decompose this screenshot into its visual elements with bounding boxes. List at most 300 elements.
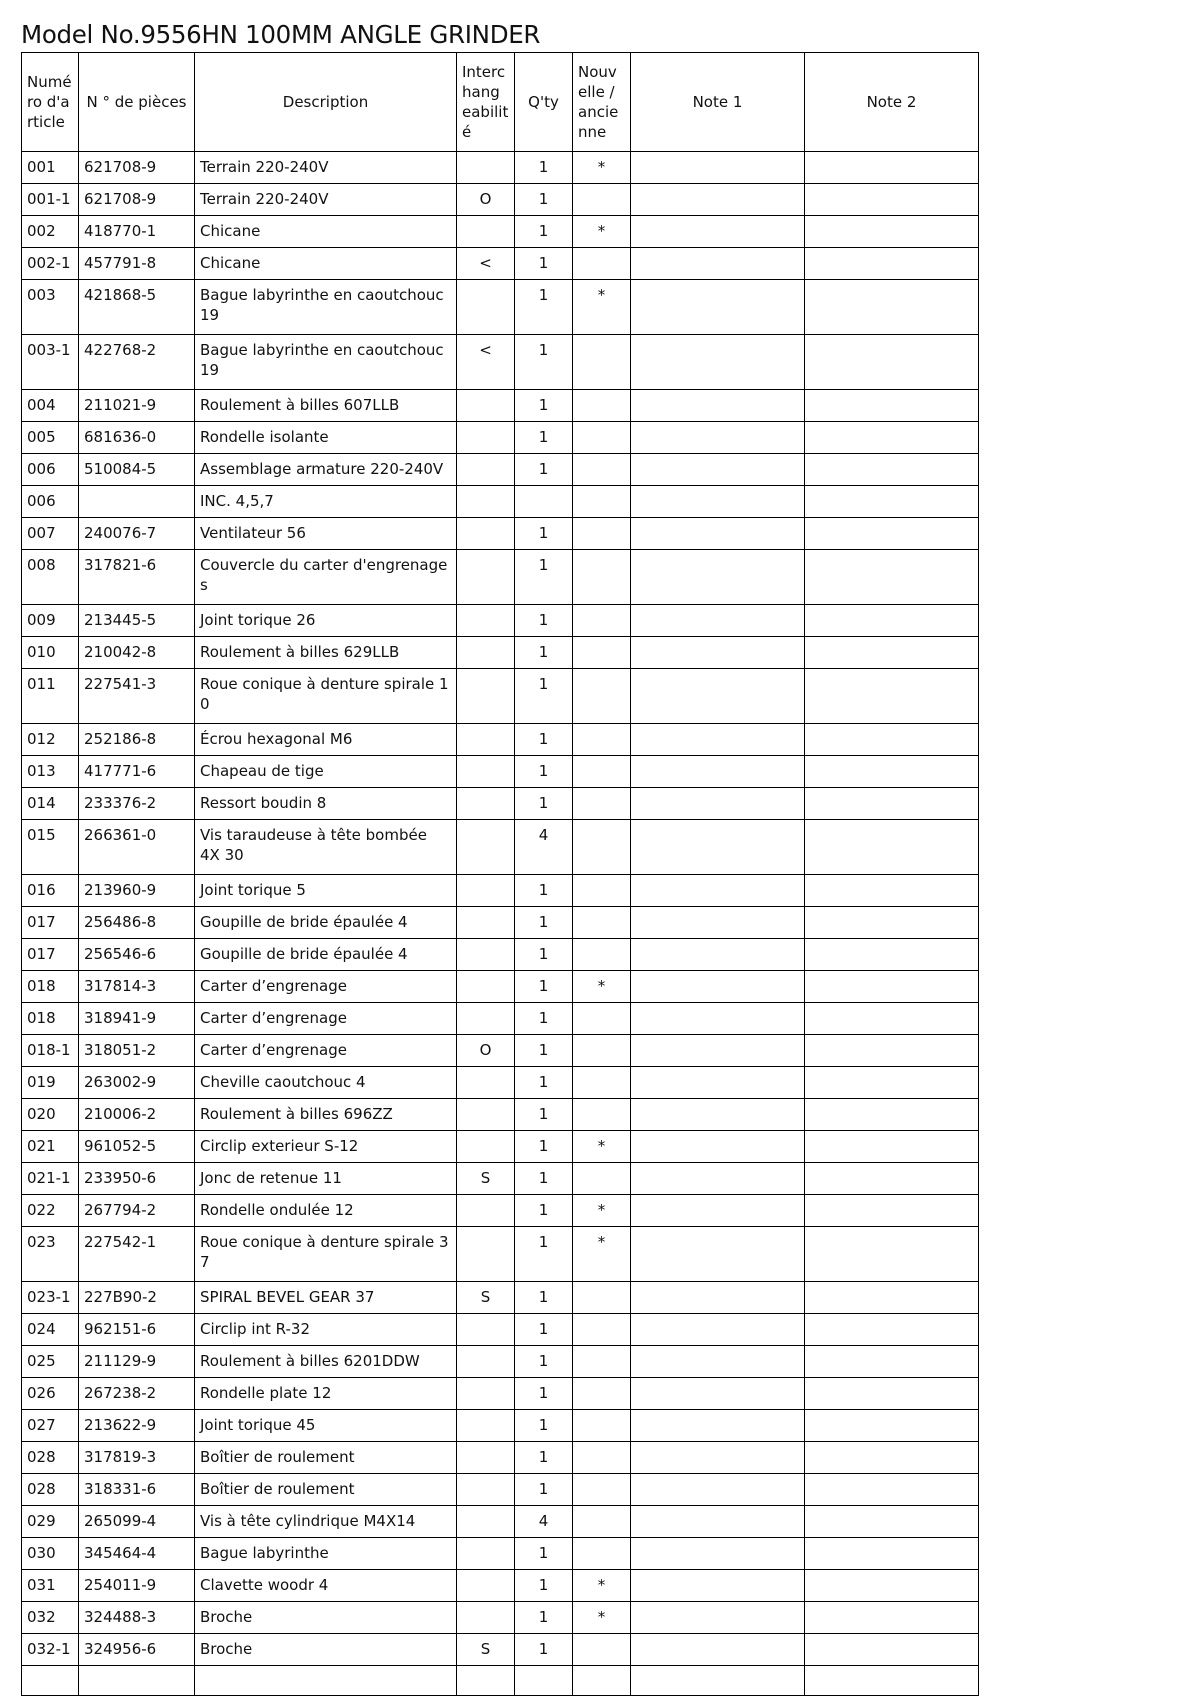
cell-item-no: 026 (22, 1378, 79, 1410)
cell-note1 (631, 1346, 805, 1378)
cell-description: Goupille de bride épaulée 4 (195, 939, 457, 971)
cell-new-old (573, 875, 631, 907)
cell-interchangeability (457, 939, 515, 971)
cell-item-no: 020 (22, 1099, 79, 1131)
table-row (22, 1227, 979, 1282)
table-row (22, 1035, 979, 1067)
cell-qty: 1 (515, 216, 573, 248)
cell-new-old (573, 724, 631, 756)
cell-description: INC. 4,5,7 (195, 486, 457, 518)
cell-part-no: 256486-8 (79, 907, 195, 939)
cell-part-no: 211021-9 (79, 390, 195, 422)
cell-interchangeability (457, 1378, 515, 1410)
table-row (22, 152, 979, 184)
cell-item-no: 009 (22, 605, 79, 637)
cell-description: Carter d’engrenage (195, 1003, 457, 1035)
table-row (22, 280, 979, 335)
cell-interchangeability: O (457, 184, 515, 216)
cell-qty: 1 (515, 1634, 573, 1666)
cell-interchangeability (457, 605, 515, 637)
cell-note1 (631, 1067, 805, 1099)
table-row (22, 1538, 979, 1570)
cell-item-no: 032 (22, 1602, 79, 1634)
cell-new-old (573, 335, 631, 390)
cell-description: Carter d’engrenage (195, 1035, 457, 1067)
cell-note2 (805, 1003, 979, 1035)
cell-qty: 1 (515, 1378, 573, 1410)
cell-description: Roulement à billes 629LLB (195, 637, 457, 669)
cell-item-no: 017 (22, 907, 79, 939)
cell-item-no: 025 (22, 1346, 79, 1378)
cell-description: Bague labyrinthe (195, 1538, 457, 1570)
cell-qty: 1 (515, 939, 573, 971)
cell-new-old: * (573, 1131, 631, 1163)
cell-note1 (631, 875, 805, 907)
cell-item-no: 005 (22, 422, 79, 454)
empty-cell (515, 1666, 573, 1696)
cell-interchangeability (457, 486, 515, 518)
cell-new-old (573, 605, 631, 637)
cell-note1 (631, 422, 805, 454)
cell-note1 (631, 1442, 805, 1474)
cell-part-no: 252186-8 (79, 724, 195, 756)
cell-interchangeability (457, 1442, 515, 1474)
cell-note2 (805, 637, 979, 669)
cell-qty: 1 (515, 1067, 573, 1099)
cell-note2 (805, 152, 979, 184)
cell-description: Roue conique à denture spirale 3 7 (195, 1227, 457, 1282)
cell-new-old: * (573, 1195, 631, 1227)
cell-item-no: 016 (22, 875, 79, 907)
cell-new-old (573, 518, 631, 550)
cell-note1 (631, 390, 805, 422)
cell-note2 (805, 1570, 979, 1602)
cell-note1 (631, 184, 805, 216)
cell-note2 (805, 1602, 979, 1634)
cell-description: Terrain 220-240V (195, 184, 457, 216)
cell-part-no: 254011-9 (79, 1570, 195, 1602)
cell-interchangeability (457, 1346, 515, 1378)
header-row (22, 53, 979, 152)
cell-item-no: 024 (22, 1314, 79, 1346)
cell-note1 (631, 939, 805, 971)
cell-part-no: 210042-8 (79, 637, 195, 669)
cell-item-no: 017 (22, 939, 79, 971)
cell-qty: 1 (515, 1570, 573, 1602)
cell-description: Écrou hexagonal M6 (195, 724, 457, 756)
cell-note2 (805, 1442, 979, 1474)
cell-note1 (631, 550, 805, 605)
cell-note1 (631, 788, 805, 820)
cell-new-old: * (573, 1227, 631, 1282)
cell-note2 (805, 1634, 979, 1666)
cell-interchangeability (457, 1538, 515, 1570)
cell-new-old: * (573, 152, 631, 184)
cell-item-no: 018 (22, 1003, 79, 1035)
cell-qty: 1 (515, 248, 573, 280)
cell-note1 (631, 248, 805, 280)
cell-note1 (631, 907, 805, 939)
cell-note2 (805, 1227, 979, 1282)
cell-interchangeability (457, 637, 515, 669)
cell-interchangeability (457, 1099, 515, 1131)
table-row-continuation (22, 1666, 979, 1696)
parts-table-body (22, 152, 979, 1696)
cell-description: Rondelle isolante (195, 422, 457, 454)
cell-qty: 1 (515, 1163, 573, 1195)
cell-note2 (805, 605, 979, 637)
cell-item-no: 027 (22, 1410, 79, 1442)
cell-interchangeability: S (457, 1282, 515, 1314)
cell-interchangeability (457, 756, 515, 788)
cell-qty: 1 (515, 1195, 573, 1227)
cell-note1 (631, 1282, 805, 1314)
cell-qty: 1 (515, 1131, 573, 1163)
cell-qty: 1 (515, 550, 573, 605)
table-row (22, 1634, 979, 1666)
page-title: Model No.9556HN 100MM ANGLE GRINDER (21, 20, 541, 49)
cell-new-old (573, 1067, 631, 1099)
cell-interchangeability (457, 1067, 515, 1099)
cell-interchangeability (457, 1506, 515, 1538)
cell-interchangeability (457, 1474, 515, 1506)
cell-new-old (573, 1538, 631, 1570)
cell-note2 (805, 486, 979, 518)
cell-qty: 1 (515, 454, 573, 486)
cell-note2 (805, 1099, 979, 1131)
cell-qty: 1 (515, 1227, 573, 1282)
table-row (22, 422, 979, 454)
cell-item-no: 003 (22, 280, 79, 335)
cell-part-no: 418770-1 (79, 216, 195, 248)
cell-note1 (631, 1634, 805, 1666)
cell-description: Vis taraudeuse à tête bombée 4X 30 (195, 820, 457, 875)
cell-item-no: 031 (22, 1570, 79, 1602)
header-description: Description (195, 53, 457, 152)
header-qty: Q'ty (515, 53, 573, 152)
cell-item-no: 014 (22, 788, 79, 820)
cell-note1 (631, 152, 805, 184)
cell-note2 (805, 1163, 979, 1195)
cell-item-no: 018 (22, 971, 79, 1003)
cell-note1 (631, 1602, 805, 1634)
cell-interchangeability (457, 788, 515, 820)
cell-qty: 1 (515, 1602, 573, 1634)
empty-cell (195, 1666, 457, 1696)
cell-note2 (805, 518, 979, 550)
cell-item-no: 001 (22, 152, 79, 184)
cell-new-old (573, 1474, 631, 1506)
cell-qty (515, 486, 573, 518)
cell-part-no: 324488-3 (79, 1602, 195, 1634)
cell-description: Roue conique à denture spirale 1 0 (195, 669, 457, 724)
cell-interchangeability: S (457, 1163, 515, 1195)
table-row (22, 820, 979, 875)
cell-new-old (573, 1410, 631, 1442)
cell-part-no: 621708-9 (79, 152, 195, 184)
cell-part-no: 211129-9 (79, 1346, 195, 1378)
cell-description: Joint torique 5 (195, 875, 457, 907)
cell-note1 (631, 1003, 805, 1035)
table-row (22, 486, 979, 518)
cell-item-no: 008 (22, 550, 79, 605)
cell-note2 (805, 724, 979, 756)
cell-note2 (805, 1410, 979, 1442)
table-row (22, 907, 979, 939)
cell-new-old (573, 1099, 631, 1131)
table-row (22, 248, 979, 280)
cell-new-old (573, 1378, 631, 1410)
cell-note2 (805, 1195, 979, 1227)
table-row (22, 939, 979, 971)
cell-part-no: 317821-6 (79, 550, 195, 605)
cell-interchangeability (457, 550, 515, 605)
empty-cell (805, 1666, 979, 1696)
table-row (22, 971, 979, 1003)
cell-description: Broche (195, 1634, 457, 1666)
cell-qty: 1 (515, 788, 573, 820)
cell-new-old (573, 390, 631, 422)
cell-qty: 1 (515, 1474, 573, 1506)
table-row (22, 1099, 979, 1131)
cell-note2 (805, 971, 979, 1003)
cell-note2 (805, 1474, 979, 1506)
cell-description: Couvercle du carter d'engrenage s (195, 550, 457, 605)
cell-interchangeability (457, 454, 515, 486)
header-item-no: Numé ro d'a rticle (22, 53, 79, 152)
cell-interchangeability: S (457, 1634, 515, 1666)
cell-item-no: 032-1 (22, 1634, 79, 1666)
cell-new-old: * (573, 1602, 631, 1634)
cell-note2 (805, 184, 979, 216)
cell-item-no: 021-1 (22, 1163, 79, 1195)
cell-new-old (573, 637, 631, 669)
cell-new-old (573, 454, 631, 486)
cell-new-old (573, 939, 631, 971)
cell-item-no: 007 (22, 518, 79, 550)
table-row (22, 184, 979, 216)
empty-cell (631, 1666, 805, 1696)
cell-interchangeability (457, 518, 515, 550)
cell-part-no: 227542-1 (79, 1227, 195, 1282)
cell-new-old (573, 184, 631, 216)
cell-description: Roulement à billes 696ZZ (195, 1099, 457, 1131)
cell-description: Bague labyrinthe en caoutchouc 19 (195, 280, 457, 335)
cell-note1 (631, 1378, 805, 1410)
cell-note1 (631, 1131, 805, 1163)
cell-qty: 1 (515, 1410, 573, 1442)
cell-description: Boîtier de roulement (195, 1442, 457, 1474)
cell-new-old (573, 669, 631, 724)
cell-qty: 1 (515, 518, 573, 550)
cell-qty: 1 (515, 971, 573, 1003)
cell-note2 (805, 335, 979, 390)
cell-item-no: 011 (22, 669, 79, 724)
cell-qty: 1 (515, 756, 573, 788)
cell-note2 (805, 1506, 979, 1538)
cell-description: Circlip exterieur S-12 (195, 1131, 457, 1163)
cell-qty: 1 (515, 724, 573, 756)
cell-item-no: 002-1 (22, 248, 79, 280)
cell-description: Cheville caoutchouc 4 (195, 1067, 457, 1099)
cell-item-no: 012 (22, 724, 79, 756)
cell-description: Broche (195, 1602, 457, 1634)
cell-interchangeability (457, 422, 515, 454)
cell-interchangeability (457, 1227, 515, 1282)
cell-item-no: 028 (22, 1474, 79, 1506)
table-row (22, 1195, 979, 1227)
cell-item-no: 018-1 (22, 1035, 79, 1067)
header-note2: Note 2 (805, 53, 979, 152)
cell-qty: 1 (515, 1314, 573, 1346)
cell-new-old: * (573, 280, 631, 335)
cell-note1 (631, 724, 805, 756)
cell-part-no: 213960-9 (79, 875, 195, 907)
table-row (22, 1410, 979, 1442)
cell-part-no: 265099-4 (79, 1506, 195, 1538)
cell-new-old (573, 422, 631, 454)
cell-description: Joint torique 26 (195, 605, 457, 637)
table-row (22, 1314, 979, 1346)
cell-part-no: 510084-5 (79, 454, 195, 486)
header-interchangeability: Interc hang eabilit é (457, 53, 515, 152)
cell-part-no: 422768-2 (79, 335, 195, 390)
cell-interchangeability: O (457, 1035, 515, 1067)
cell-note2 (805, 1314, 979, 1346)
cell-note1 (631, 518, 805, 550)
cell-interchangeability (457, 216, 515, 248)
cell-part-no: 621708-9 (79, 184, 195, 216)
cell-interchangeability (457, 1131, 515, 1163)
cell-part-no: 267238-2 (79, 1378, 195, 1410)
cell-note2 (805, 1067, 979, 1099)
table-row (22, 1346, 979, 1378)
cell-part-no: 681636-0 (79, 422, 195, 454)
cell-note2 (805, 454, 979, 486)
cell-note1 (631, 1474, 805, 1506)
cell-new-old (573, 550, 631, 605)
cell-note1 (631, 1538, 805, 1570)
cell-qty: 1 (515, 280, 573, 335)
table-row (22, 1506, 979, 1538)
cell-part-no: 210006-2 (79, 1099, 195, 1131)
cell-item-no: 019 (22, 1067, 79, 1099)
cell-new-old (573, 1506, 631, 1538)
cell-note1 (631, 1099, 805, 1131)
cell-qty: 1 (515, 637, 573, 669)
cell-note1 (631, 335, 805, 390)
cell-item-no: 003-1 (22, 335, 79, 390)
cell-description: Rondelle plate 12 (195, 1378, 457, 1410)
cell-qty: 1 (515, 1099, 573, 1131)
cell-qty: 1 (515, 907, 573, 939)
cell-qty: 1 (515, 1538, 573, 1570)
cell-qty: 1 (515, 1346, 573, 1378)
cell-note2 (805, 1538, 979, 1570)
cell-note1 (631, 1410, 805, 1442)
cell-item-no: 001-1 (22, 184, 79, 216)
table-row (22, 216, 979, 248)
cell-part-no: 266361-0 (79, 820, 195, 875)
cell-note1 (631, 216, 805, 248)
cell-part-no: 417771-6 (79, 756, 195, 788)
cell-note2 (805, 1346, 979, 1378)
cell-note2 (805, 280, 979, 335)
cell-description: Ressort boudin 8 (195, 788, 457, 820)
cell-part-no (79, 486, 195, 518)
cell-new-old (573, 1163, 631, 1195)
cell-part-no: 233376-2 (79, 788, 195, 820)
cell-part-no: 213445-5 (79, 605, 195, 637)
cell-description: Vis à tête cylindrique M4X14 (195, 1506, 457, 1538)
table-row (22, 1474, 979, 1506)
table-row (22, 1067, 979, 1099)
cell-note1 (631, 1506, 805, 1538)
cell-interchangeability (457, 1410, 515, 1442)
cell-note1 (631, 637, 805, 669)
cell-note2 (805, 939, 979, 971)
table-row (22, 390, 979, 422)
cell-description: Rondelle ondulée 12 (195, 1195, 457, 1227)
cell-part-no: 324956-6 (79, 1634, 195, 1666)
cell-new-old: * (573, 1570, 631, 1602)
cell-new-old (573, 907, 631, 939)
cell-qty: 1 (515, 669, 573, 724)
cell-note2 (805, 550, 979, 605)
cell-part-no: 227541-3 (79, 669, 195, 724)
cell-interchangeability (457, 907, 515, 939)
cell-note1 (631, 1035, 805, 1067)
table-row (22, 1131, 979, 1163)
cell-description: Bague labyrinthe en caoutchouc 19 (195, 335, 457, 390)
table-row (22, 1378, 979, 1410)
cell-qty: 1 (515, 422, 573, 454)
cell-new-old (573, 1634, 631, 1666)
cell-part-no: 961052-5 (79, 1131, 195, 1163)
cell-qty: 1 (515, 335, 573, 390)
cell-interchangeability (457, 280, 515, 335)
cell-part-no: 227B90-2 (79, 1282, 195, 1314)
cell-part-no: 317819-3 (79, 1442, 195, 1474)
table-row (22, 1442, 979, 1474)
cell-interchangeability (457, 669, 515, 724)
cell-description: Roulement à billes 6201DDW (195, 1346, 457, 1378)
cell-interchangeability: < (457, 335, 515, 390)
cell-item-no: 006 (22, 454, 79, 486)
cell-part-no: 240076-7 (79, 518, 195, 550)
cell-item-no: 006 (22, 486, 79, 518)
cell-description: Boîtier de roulement (195, 1474, 457, 1506)
cell-interchangeability (457, 152, 515, 184)
cell-note2 (805, 1282, 979, 1314)
cell-note2 (805, 422, 979, 454)
header-note1: Note 1 (631, 53, 805, 152)
header-part-no: N ° de pièces (79, 53, 195, 152)
cell-part-no: 318331-6 (79, 1474, 195, 1506)
cell-qty: 1 (515, 1442, 573, 1474)
cell-note1 (631, 756, 805, 788)
cell-new-old (573, 1346, 631, 1378)
cell-note2 (805, 756, 979, 788)
cell-item-no: 023-1 (22, 1282, 79, 1314)
cell-note2 (805, 1378, 979, 1410)
cell-qty: 1 (515, 1282, 573, 1314)
table-row (22, 1282, 979, 1314)
empty-cell (22, 1666, 79, 1696)
cell-note1 (631, 605, 805, 637)
cell-qty: 4 (515, 820, 573, 875)
cell-note1 (631, 669, 805, 724)
